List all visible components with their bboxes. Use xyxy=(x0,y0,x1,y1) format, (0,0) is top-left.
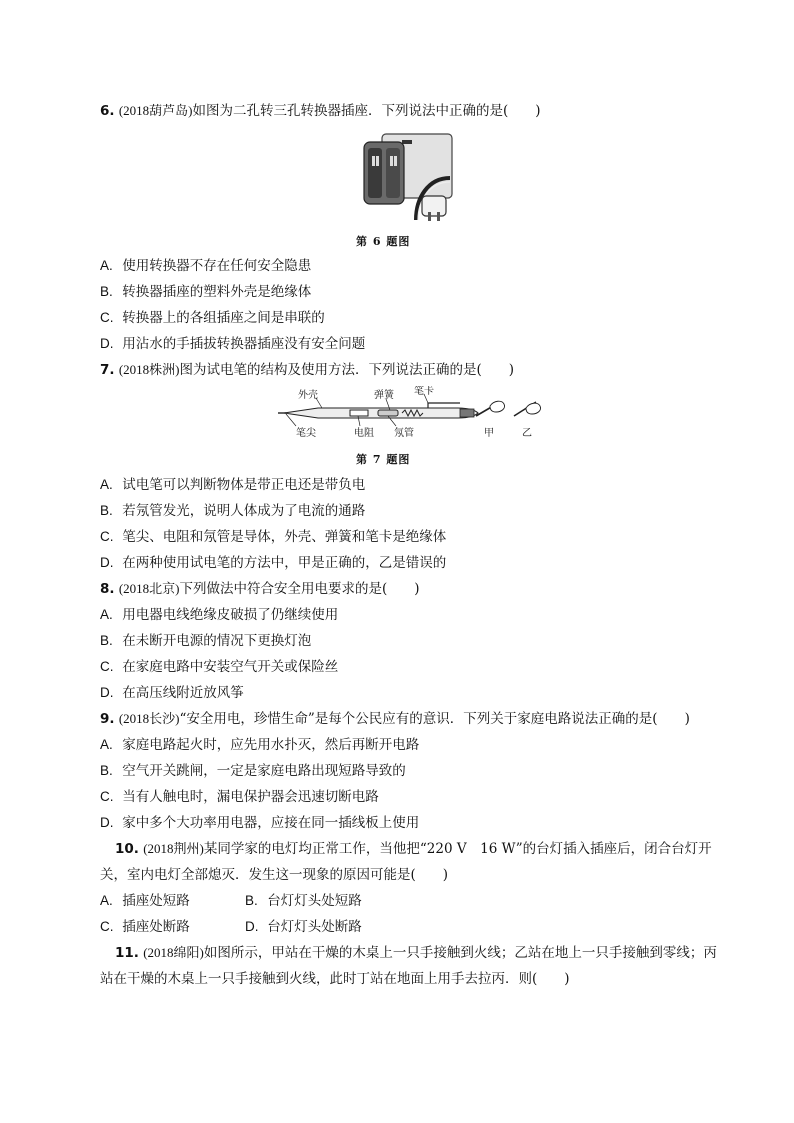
option-label: D. xyxy=(100,815,114,830)
option-label: C. xyxy=(100,310,114,325)
option-text: 当有人触电时，漏电保护器会迅速切断电路 xyxy=(122,789,379,805)
option-label: A. xyxy=(100,258,113,273)
test-pencil-figure xyxy=(278,386,550,444)
option-label: A. xyxy=(100,737,113,752)
question-source: (2018株洲) xyxy=(118,362,180,377)
option-label: B. xyxy=(245,893,258,908)
label-spring: 弹簧 xyxy=(374,390,394,401)
option-d xyxy=(245,917,362,937)
option-label: D. xyxy=(100,685,114,700)
label-neon: 氖管 xyxy=(394,428,414,439)
option-text: 在高压线附近放风筝 xyxy=(122,685,244,701)
option-label: C. xyxy=(100,529,114,544)
question-10-stem-continued: 关，室内电灯全部熄灭．发生这一现象的原因可能是( ) xyxy=(100,867,449,883)
option-text: 若氖管发光，说明人体成为了电流的通路 xyxy=(122,503,366,519)
option-label: A. xyxy=(100,607,113,622)
label-clip: 笔卡 xyxy=(414,386,434,397)
option-b xyxy=(100,282,311,302)
question-source: (2018长沙) xyxy=(118,711,180,726)
question-number: 11. xyxy=(115,945,139,961)
option-a xyxy=(100,891,190,911)
question-source: (2018绵阳) xyxy=(143,945,204,960)
option-text: 插座处短路 xyxy=(122,893,190,909)
question-number: 8. xyxy=(100,581,115,597)
option-text: 家庭电路起火时，应先用水扑灭，然后再断开电路 xyxy=(122,737,420,753)
question-10-stem xyxy=(115,839,712,859)
option-a xyxy=(100,475,365,495)
option-label: B. xyxy=(100,503,113,518)
option-label: C. xyxy=(100,919,114,934)
question-text: 如图为二孔转三孔转换器插座．下列说法中正确的是( ) xyxy=(192,103,541,119)
option-text: 用沾水的手插拔转换器插座没有安全问题 xyxy=(122,336,366,352)
option-label: D. xyxy=(245,919,259,934)
option-text: 使用转换器不存在任何安全隐患 xyxy=(122,258,312,274)
option-text: 转换器上的各组插座之间是串联的 xyxy=(122,310,325,326)
question-11-stem-continued: 站在干燥的木桌上一只手接触到火线，此时丁站在地面上用手去拉丙．则( ) xyxy=(100,971,570,987)
label-resistor: 电阻 xyxy=(354,428,374,439)
question-number: 7. xyxy=(100,362,115,378)
option-label: C. xyxy=(100,659,114,674)
option-d xyxy=(100,813,419,833)
option-c xyxy=(100,308,325,328)
option-label: D. xyxy=(100,555,114,570)
option-text: 在两种使用试电笔的方法中，甲是正确的，乙是错误的 xyxy=(122,555,447,571)
option-d xyxy=(100,334,365,354)
label-tip: 笔尖 xyxy=(296,428,316,439)
question-7-stem xyxy=(100,360,514,380)
option-label: A. xyxy=(100,893,113,908)
option-text: 用电器电线绝缘皮破损了仍继续使用 xyxy=(122,607,339,623)
option-label: B. xyxy=(100,284,113,299)
question-text: “安全用电，珍惜生命”是每个公民应有的意识．下列关于家庭电路说法正确的是( ) xyxy=(179,711,690,727)
option-text: 笔尖、电阻和氖管是导体，外壳、弹簧和笔卡是绝缘体 xyxy=(122,529,447,545)
option-b xyxy=(245,891,362,911)
question-number: 9. xyxy=(100,711,115,727)
label-yi: 乙 xyxy=(522,428,532,439)
option-label: D. xyxy=(100,336,114,351)
question-text: 图为试电笔的结构及使用方法．下列说法正确的是( ) xyxy=(179,362,515,378)
question-11-stem xyxy=(115,943,717,963)
option-b xyxy=(100,631,311,651)
question-8-stem xyxy=(100,579,420,599)
question-text: 某同学家的电灯均正常工作，当他把“220 V 16 W”的台灯插入插座后，闭合台灯开 xyxy=(203,841,712,857)
option-label: B. xyxy=(100,763,113,778)
option-b xyxy=(100,501,365,521)
question-number: 6. xyxy=(100,103,115,119)
option-text: 试电笔可以判断物体是带正电还是带负电 xyxy=(122,477,366,493)
option-b xyxy=(100,761,406,781)
option-c xyxy=(100,657,338,677)
option-d xyxy=(100,553,446,573)
option-text: 在未断开电源的情况下更换灯泡 xyxy=(122,633,312,649)
option-text: 台灯灯头处短路 xyxy=(267,893,362,909)
option-text: 台灯灯头处断路 xyxy=(267,919,362,935)
option-c xyxy=(100,787,379,807)
option-c xyxy=(100,527,446,547)
option-a xyxy=(100,256,311,276)
option-text: 插座处断路 xyxy=(122,919,190,935)
option-label: A. xyxy=(100,477,113,492)
option-text: 转换器插座的塑料外壳是绝缘体 xyxy=(122,284,312,300)
question-text: 下列做法中符合安全用电要求的是( ) xyxy=(179,581,420,597)
figure-6-caption: 第 6 题图 xyxy=(356,235,411,248)
question-text: 如图所示，甲站在干燥的木桌上一只手接触到火线；乙站在地上一只手接触到零线；丙 xyxy=(203,945,717,961)
option-label: C. xyxy=(100,789,114,804)
question-number: 10. xyxy=(115,841,139,857)
figure-7-caption: 第 7 题图 xyxy=(356,453,411,466)
label-shell: 外壳 xyxy=(298,390,318,401)
label-jia: 甲 xyxy=(484,428,494,439)
option-a xyxy=(100,605,338,625)
socket-converter-figure xyxy=(358,128,458,224)
option-label: B. xyxy=(100,633,113,648)
option-text: 空气开关跳闸，一定是家庭电路出现短路导致的 xyxy=(122,763,406,779)
question-source: (2018北京) xyxy=(118,581,180,596)
question-6-stem xyxy=(100,101,541,121)
question-source: (2018葫芦岛) xyxy=(118,103,193,118)
option-d xyxy=(100,683,244,703)
option-text: 家中多个大功率用电器，应接在同一插线板上使用 xyxy=(122,815,420,831)
question-9-stem xyxy=(100,709,690,729)
option-a xyxy=(100,735,419,755)
option-c xyxy=(100,917,190,937)
option-text: 在家庭电路中安装空气开关或保险丝 xyxy=(122,659,339,675)
question-source: (2018荆州) xyxy=(143,841,204,856)
